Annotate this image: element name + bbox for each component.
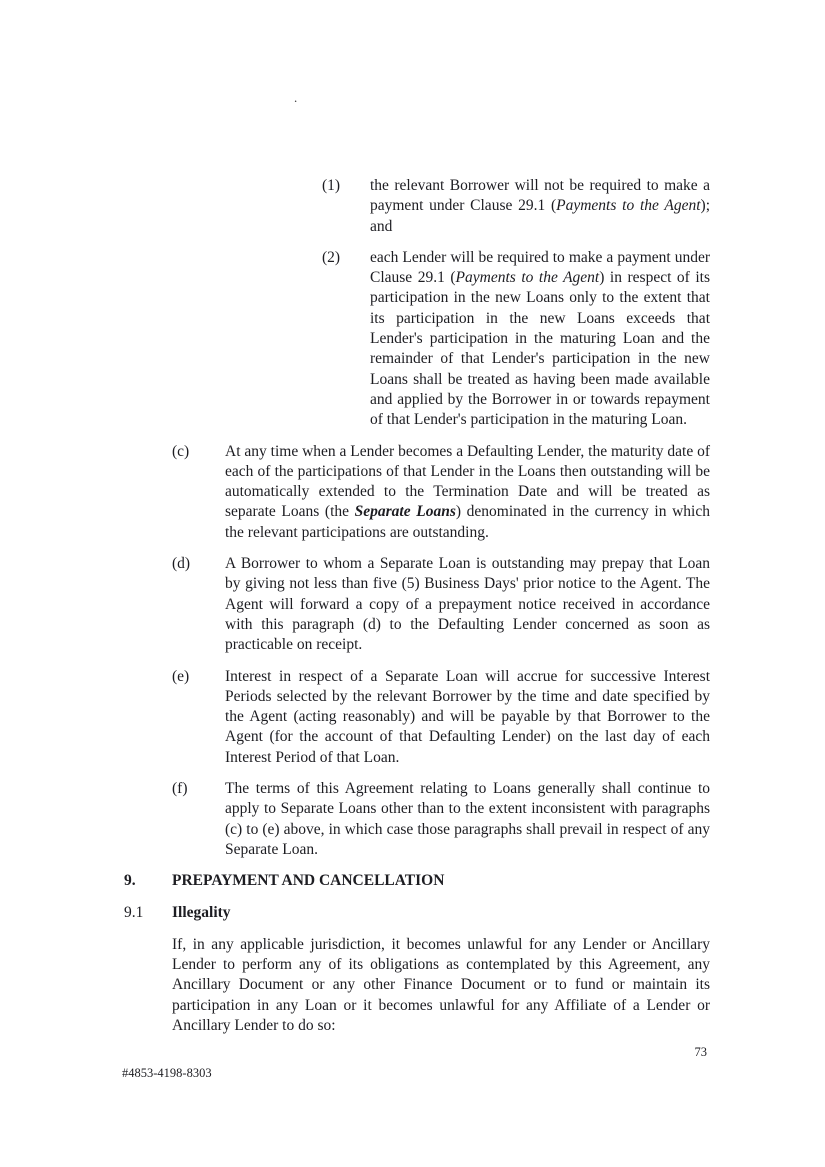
- clause-marker: (d): [172, 555, 191, 573]
- clause-text: [225, 667, 710, 768]
- subsection-heading: [124, 903, 710, 923]
- text-segment: ) denominated in the currency in which the relevant participations are outstanding.: [225, 503, 710, 541]
- clause-text: [225, 779, 710, 860]
- text-segment-italic: Payments to the Agent: [556, 197, 701, 215]
- clause-marker: (f): [172, 780, 188, 798]
- clause-item-1: [124, 176, 710, 237]
- stray-mark: .: [294, 90, 298, 105]
- document-id-footer: #4853-4198-8303: [122, 1066, 212, 1080]
- clause-item-d: [124, 554, 710, 655]
- subsection-title: Illegality: [172, 903, 231, 921]
- clause-marker: (c): [172, 442, 190, 460]
- subsection-body: If, in any applicable jurisdiction, it becomes unlawful for any Lender or Ancillary Lender to perform any of its obligations as contemplated by this Agreement, any Ancillary Document or any other Finance Document or to fund or maintain its participation in any Loan or it becomes unlawful for any Affiliate of a Lender or Ancillary Lender to do so:: [172, 935, 710, 1034]
- section-number: 9.: [124, 872, 136, 890]
- clause-item-2: [124, 248, 710, 431]
- text-segment: At any time when a Lender becomes a Defaulting Lender, the maturity date of each of the participations of that Lender in the Loans then outstanding will be automatically extended to the Termination Date and will be treated as separate Loans (the: [225, 442, 710, 521]
- clause-text: [370, 176, 710, 237]
- subsection-number: 9.1: [124, 903, 144, 921]
- text-segment: the relevant Borrower will not be required to make a payment under Clause 29.1 (: [370, 177, 710, 215]
- clause-text: [225, 442, 710, 543]
- text-segment-italic: Payments to the Agent: [455, 269, 600, 287]
- clause-item-e: [124, 667, 710, 768]
- text-segment-bold-italic: Separate Loans: [354, 503, 456, 521]
- text-segment: Interest in respect of a Separate Loan will accrue for successive Interest Periods selected by the relevant Borrower by the time and date specified by the Agent (acting reasonably) and will be payable by that Borrower to the Agent (for the account of that Defaulting Lender) on the last day of each Interest Period of that Loan.: [225, 667, 710, 766]
- clause-marker: (2): [322, 248, 341, 266]
- clause-item-f: [124, 779, 710, 860]
- clause-marker: (e): [172, 667, 190, 685]
- clause-text: [225, 554, 710, 655]
- text-segment: The terms of this Agreement relating to Loans generally shall continue to apply to Separate Loans other than to the extent inconsistent with paragraphs (c) to (e) above, in which case those paragraphs shall prevail in respect of any Separate Loan.: [225, 780, 710, 858]
- text-segment: ) in respect of its participation in the new Loans only to the extent that its participation in the new Loans exceeds that Lender's participation in the maturing Loan and the remainder of that Lender's participation in the new Loans shall be treated as having been made available and applied by the Borrower in or towards repayment of that Lender's participation in the maturing Loan.: [370, 269, 710, 429]
- clause-item-c: [124, 442, 710, 543]
- text-segment: ); and: [370, 197, 710, 235]
- text-segment: each Lender will be required to make a payment under Clause 29.1 (: [370, 248, 710, 287]
- page-number: 73: [694, 1045, 707, 1059]
- clause-text: [370, 248, 710, 431]
- text-segment: A Borrower to whom a Separate Loan is outstanding may prepay that Loan by giving not less than five (5) Business Days' prior notice to the Agent. The Agent will forward a copy of a prepayment notice received in accordance with this paragraph (d) to the Defaulting Lender concerned as soon as practicable on receipt.: [225, 555, 710, 654]
- section-heading: [124, 871, 710, 891]
- section-title: PREPAYMENT AND CANCELLATION: [172, 872, 445, 890]
- clause-marker: (1): [322, 177, 341, 194]
